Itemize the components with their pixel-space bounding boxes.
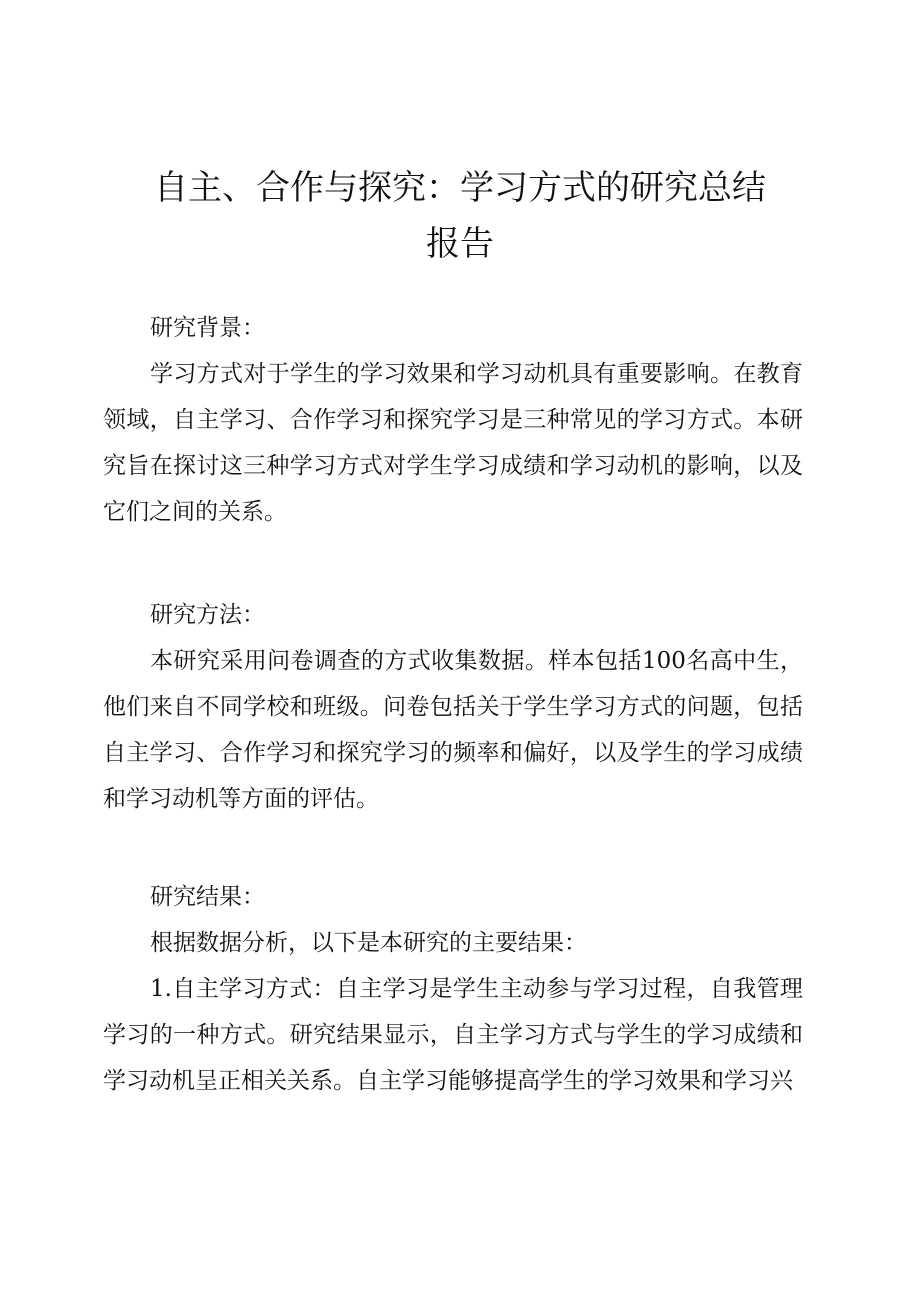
method-paragraph: 本研究采用问卷调查的方式收集数据。样本包括100名高中生，他们来自不同学校和班级。问卷包括关于学生学习方式的问题，包括自主学习、合作学习和探究学习的频率和偏好，以及学生的学习成绩和学习动机等方面的评估。: [103, 648, 803, 812]
results-item-1-paragraph: 1.自主学习方式：自主学习是学生主动参与学习过程，自我管理学习的一种方式。研究结果显示，自主学习方式与学生的学习成绩和学习动机呈正相关关系。自主学习能够提高学生的学习效果和学习兴: [103, 976, 803, 1094]
title-line-1: 自主、合作与探究：学习方式的研究总结: [154, 168, 766, 208]
background-paragraph: 学习方式对于学生的学习效果和学习动机具有重要影响。在教育领域，自主学习、合作学习和探究学习是三种常见的学习方式。本研究旨在探讨这三种学习方式对学生学习成绩和学习动机的影响，以及它们之间的关系。: [103, 361, 803, 525]
section-heading-results: 研究结果：: [150, 884, 265, 910]
section-heading-background: 研究背景：: [150, 315, 265, 341]
document-title: [100, 160, 820, 272]
section-heading-method: 研究方法：: [150, 602, 265, 628]
title-line-2: 报告: [426, 224, 494, 264]
results-intro-paragraph: 根据数据分析，以下是本研究的主要结果：: [150, 930, 587, 956]
